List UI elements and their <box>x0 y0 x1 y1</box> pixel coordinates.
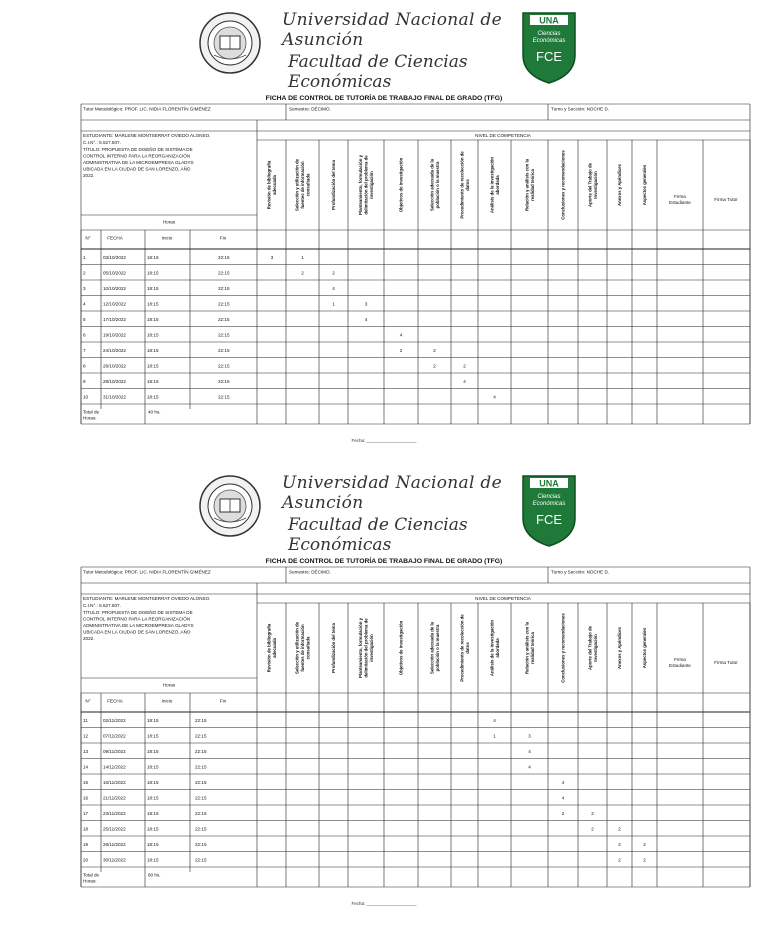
competency-header-4: delimitación del problema de <box>363 618 369 678</box>
total-label-2: Horas: <box>83 878 97 884</box>
col-start-header: Inicio <box>161 235 173 241</box>
score-cell: 2 <box>591 826 594 832</box>
row-date: 14/11/2022 <box>103 764 126 770</box>
svg-text:Económicas: Económicas <box>532 501 566 507</box>
row-date: 28/11/2022 <box>103 841 126 847</box>
row-end: 22:15 <box>218 316 230 322</box>
row-number: 9 <box>83 378 86 384</box>
tutor-field: Tutor Metodológico: PROF. LIC. NIDIA FLORENTÍN GIMÉNEZ <box>83 569 211 575</box>
row-date: 10/10/2022 <box>103 285 126 291</box>
thesis-title-line: 2022. <box>83 636 95 641</box>
student-field: ESTUDIANTE: MARLENE MONTSERRAT OVIEDO ALONSO. <box>83 596 211 601</box>
score-cell: 2 <box>591 810 594 816</box>
semester-field: Semestre: DÉCIMO. <box>289 569 331 575</box>
row-date: 28/10/2022 <box>103 378 126 384</box>
row-start: 18:15 <box>147 841 159 847</box>
row-date: 19/10/2022 <box>103 332 126 338</box>
score-cell: 2 <box>463 363 466 369</box>
competency-header-11: Investigación <box>592 634 598 662</box>
student-field: ESTUDIANTE: MARLENE MONTSERRAT OVIEDO ALONSO. <box>83 133 211 138</box>
row-number: 4 <box>83 301 86 307</box>
total-label-2: Horas: <box>83 415 97 421</box>
competency-header-1: Revisión de bibliografía <box>266 623 272 673</box>
competency-header-4: investigación <box>369 171 374 199</box>
row-end: 22:15 <box>195 795 207 801</box>
competency-header-2: fuentes de información <box>300 624 306 672</box>
row-start: 18:15 <box>147 779 159 785</box>
competency-header-6: Selección adecuada de la <box>429 158 435 212</box>
col-start-header: Inicio <box>161 698 173 704</box>
competency-header-4: Planteamiento, formulación y <box>358 618 364 678</box>
row-date: 24/10/2022 <box>103 347 126 353</box>
thesis-title-line: TÍTULO: PROPUESTA DE DISEÑO DE SISTEMA DE <box>83 610 193 615</box>
total-label: Total de <box>83 872 100 878</box>
row-start: 18:15 <box>147 363 159 369</box>
university-name: Universidad Nacional de Asunción <box>282 473 502 513</box>
score-cell: 4 <box>561 779 565 785</box>
score-cell: 2 <box>618 857 621 863</box>
score-cell: 3 <box>364 301 368 307</box>
ci-field: C.I.N°.: 5.527.507. <box>83 140 121 145</box>
row-number: 20 <box>83 857 89 863</box>
col-end-header: Fin <box>219 698 227 704</box>
competency-header-11: Aporte del Trabajo de <box>587 626 593 670</box>
col-no-header: N° <box>85 698 91 704</box>
control-table <box>0 463 768 929</box>
row-end: 22:15 <box>218 363 230 369</box>
svg-text:Ciencias: Ciencias <box>537 494 561 500</box>
competency-header-7: Procedimiento de recolección de <box>459 151 465 219</box>
faculty-name: Facultad de Ciencias Económicas <box>288 515 468 555</box>
total-hours-value: 40 hs. <box>148 409 161 415</box>
row-end: 22:15 <box>218 332 230 338</box>
row-start: 18:15 <box>147 857 159 863</box>
score-cell: 1 <box>332 301 335 307</box>
score-cell: 2 <box>643 841 646 847</box>
competency-header-9: realidad teórica <box>529 632 535 664</box>
row-number: 3 <box>83 285 86 291</box>
col-date-header: FECHA <box>107 698 123 704</box>
sign-student-header-2: Estudiante <box>669 663 691 668</box>
score-cell: 2 <box>433 363 436 369</box>
row-start: 18:15 <box>147 826 159 832</box>
competency-header-8: Análisis de la investigación <box>489 156 495 214</box>
row-number: 16 <box>83 795 89 801</box>
university-name: Universidad Nacional de Asunción <box>282 10 502 50</box>
row-end: 22:15 <box>218 270 230 276</box>
competency-header-8: abordada <box>494 638 500 658</box>
competency-header-5: Objetivos de Investigación <box>398 620 404 676</box>
row-date: 17/10/2022 <box>103 316 126 322</box>
row-start: 18:15 <box>147 347 159 353</box>
col-no-header: N° <box>85 235 91 241</box>
date-footer: Fecha: ____________________ <box>351 438 417 443</box>
row-end: 22:15 <box>218 301 230 307</box>
thesis-title-line: UBICADA EN LA CIUDAD DE SAN LORENZO, AÑO <box>83 166 191 172</box>
control-sheet-2 <box>0 463 768 929</box>
score-cell: 4 <box>364 316 368 322</box>
row-date: 21/11/2022 <box>103 795 126 801</box>
svg-text:UNA: UNA <box>539 15 559 26</box>
sign-student-header: Firma <box>674 194 686 199</box>
row-number: 2 <box>83 270 86 276</box>
row-date: 05/10/2022 <box>103 270 126 276</box>
svg-text:Económicas: Económicas <box>532 38 566 44</box>
svg-text:Ciencias: Ciencias <box>537 31 561 37</box>
row-number: 12 <box>83 733 89 739</box>
competency-header-7: datos <box>464 642 470 654</box>
row-start: 18:15 <box>147 285 159 291</box>
row-end: 22:15 <box>218 347 230 353</box>
competency-header-11: Aporte del Trabajo de <box>587 163 593 207</box>
competency-header-2: consultada <box>305 636 311 660</box>
thesis-title-line: UBICADA EN LA CIUDAD DE SAN LORENZO, AÑO <box>83 629 191 635</box>
faculty-name: Facultad de Ciencias Económicas <box>288 52 468 92</box>
row-number: 19 <box>83 841 89 847</box>
competency-header-4: delimitación del problema de <box>363 155 369 215</box>
row-date: 07/11/2022 <box>103 733 126 739</box>
competency-header-13: Aspectos generales <box>642 164 648 206</box>
score-cell: 2 <box>643 857 646 863</box>
competency-header-6: Selección adecuada de la <box>429 621 435 675</box>
row-number: 11 <box>83 717 88 723</box>
score-cell: 4 <box>493 717 496 723</box>
row-date: 23/11/2022 <box>103 810 126 816</box>
score-cell: 4 <box>561 795 565 801</box>
row-end: 22:15 <box>195 826 207 832</box>
form-title: FICHA DE CONTROL DE TUTORÍA DE TRABAJO FINAL DE GRADO (TFG) <box>265 95 503 102</box>
score-cell: 3 <box>270 254 274 260</box>
score-cell: 4 <box>399 332 403 338</box>
row-number: 7 <box>83 347 86 353</box>
row-end: 22:15 <box>195 857 207 863</box>
score-cell: 2 <box>399 347 403 353</box>
competency-header-1: Revisión de bibliografía <box>266 160 272 210</box>
row-number: 5 <box>83 316 86 322</box>
competency-header-12: Anexos y Apéndices <box>617 164 623 206</box>
score-cell: 2 <box>618 826 621 832</box>
row-end: 22:15 <box>218 378 230 384</box>
row-start: 18:15 <box>147 733 159 739</box>
ci-field: C.I.N°.: 5.527.507. <box>83 603 121 608</box>
competency-header-5: Objetivos de Investigación <box>398 157 404 213</box>
score-cell: 4 <box>528 764 531 770</box>
row-number: 14 <box>83 764 89 770</box>
date-footer: Fecha: ____________________ <box>351 901 417 906</box>
thesis-title-line: ADMINISTRATIVA DE LA MICROEMPRESA GLADYS <box>83 623 194 628</box>
competency-header-3: Profundización del tema <box>331 623 337 673</box>
row-number: 6 <box>83 332 86 338</box>
shift-field: Turno y Sección: NOCHE D. <box>551 569 610 575</box>
row-start: 18:15 <box>147 270 159 276</box>
sign-student-header-2: Estudiante <box>669 200 691 205</box>
competency-header-2: fuentes de información <box>300 161 306 209</box>
competency-header-12: Anexos y Apéndices <box>617 627 623 669</box>
thesis-title-line: CONTROL INTERNO PARA LA REORGANIZACIÓN <box>83 616 191 622</box>
competency-header-2: consultada <box>305 173 311 197</box>
thesis-title-line: ADMINISTRATIVA DE LA MICROEMPRESA GLADYS <box>83 160 194 165</box>
total-hours-value: 80 hs. <box>148 872 161 878</box>
row-date: 25/11/2022 <box>103 826 126 832</box>
row-number: 17 <box>83 810 89 816</box>
score-cell: 2 <box>433 347 436 353</box>
row-end: 22:15 <box>195 841 207 847</box>
row-number: 15 <box>83 779 89 785</box>
row-date: 12/10/2022 <box>103 301 126 307</box>
row-number: 10 <box>83 394 89 400</box>
score-cell: 4 <box>528 748 531 754</box>
competency-header-7: Procedimiento de recolección de <box>459 614 465 682</box>
competency-header-9: Relación y análisis con la <box>524 158 530 212</box>
competence-header: NIVEL DE COMPETENCIA <box>475 133 531 138</box>
row-end: 22:15 <box>195 810 207 816</box>
score-cell: 4 <box>332 285 335 291</box>
row-date: 30/11/2022 <box>103 857 126 863</box>
competency-header-11: Investigación <box>592 171 598 199</box>
row-end: 22:15 <box>218 285 230 291</box>
row-number: 18 <box>83 826 89 832</box>
competency-header-10: Conclusiones y recomendaciones <box>560 613 566 683</box>
hours-label: Horas <box>162 682 176 688</box>
competency-header-9: Relación y análisis con la <box>524 621 530 675</box>
thesis-title-line: TÍTULO: PROPUESTA DE DISEÑO DE SISTEMA DE <box>83 147 193 152</box>
thesis-title-line: CONTROL INTERNO PARA LA REORGANIZACIÓN <box>83 153 191 159</box>
competency-header-8: Análisis de la investigación <box>489 619 495 677</box>
row-end: 22:15 <box>195 733 207 739</box>
competence-header: NIVEL DE COMPETENCIA <box>475 596 531 601</box>
competency-header-7: datos <box>464 179 470 191</box>
score-cell: 2 <box>332 270 335 276</box>
row-end: 22:15 <box>218 254 230 260</box>
sign-student-header: Firma <box>674 657 686 662</box>
row-date: 03/10/2022 <box>103 254 126 260</box>
competency-header-2: Selección y utilización de <box>294 621 300 675</box>
svg-text:FCE: FCE <box>536 49 562 64</box>
score-cell: 2 <box>561 810 565 816</box>
competency-header-4: investigación <box>369 634 374 662</box>
thesis-title-line: 2022. <box>83 173 95 178</box>
total-label: Total de <box>83 409 100 415</box>
row-end: 22:15 <box>195 717 207 723</box>
row-end: 22:15 <box>218 394 230 400</box>
row-end: 22:15 <box>195 748 207 754</box>
competency-header-6: población o la muestra <box>434 161 440 209</box>
competency-header-3: Profundización del tema <box>331 160 337 210</box>
score-cell: 4 <box>493 394 496 400</box>
row-number: 1 <box>83 254 86 260</box>
row-start: 18:15 <box>147 254 159 260</box>
row-date: 26/10/2022 <box>103 363 126 369</box>
shift-field: Turno y Sección: NOCHE D. <box>551 106 610 112</box>
score-cell: 3 <box>528 733 531 739</box>
score-cell: 2 <box>618 841 621 847</box>
competency-header-2: Selección y utilización de <box>294 158 300 212</box>
score-cell: 2 <box>301 270 304 276</box>
row-start: 18:15 <box>147 332 159 338</box>
competency-header-6: población o la muestra <box>434 624 440 672</box>
svg-text:FCE: FCE <box>536 512 562 527</box>
score-cell: 4 <box>463 378 466 384</box>
row-date: 09/11/2022 <box>103 748 126 754</box>
sign-tutor-header: Firma Tutor <box>714 197 738 202</box>
score-cell: 1 <box>301 254 304 260</box>
col-end-header: Fin <box>219 235 227 241</box>
competency-header-1: adecuada <box>271 638 277 658</box>
row-start: 18:15 <box>147 378 159 384</box>
row-number: 8 <box>83 363 86 369</box>
row-start: 18:15 <box>147 748 159 754</box>
competency-header-10: Conclusiones y recomendaciones <box>560 150 566 220</box>
svg-text:UNA: UNA <box>539 478 559 489</box>
competency-header-8: abordada <box>494 175 500 195</box>
row-date: 02/11/2022 <box>103 717 126 723</box>
form-title: FICHA DE CONTROL DE TUTORÍA DE TRABAJO FINAL DE GRADO (TFG) <box>265 558 503 565</box>
competency-header-9: realidad teórica <box>529 169 535 201</box>
row-start: 18:15 <box>147 301 159 307</box>
row-start: 18:15 <box>147 717 159 723</box>
row-end: 22:15 <box>195 764 207 770</box>
competency-header-1: adecuada <box>271 175 277 195</box>
sign-tutor-header: Firma Tutor <box>714 660 738 665</box>
row-number: 13 <box>83 748 89 754</box>
competency-header-13: Aspectos generales <box>642 627 648 669</box>
row-start: 18:15 <box>147 795 159 801</box>
row-date: 16/11/2022 <box>103 779 126 785</box>
row-start: 18:15 <box>147 764 159 770</box>
score-cell: 1 <box>493 733 496 739</box>
row-start: 18:15 <box>147 810 159 816</box>
row-start: 18:15 <box>147 316 159 322</box>
competency-header-4: Planteamiento, formulación y <box>358 155 364 215</box>
row-end: 22:15 <box>195 779 207 785</box>
tutor-field: Tutor Metodológico: PROF. LIC. NIDIA FLORENTÍN GIMÉNEZ <box>83 106 211 112</box>
col-date-header: FECHA <box>107 235 123 241</box>
semester-field: Semestre: DÉCIMO. <box>289 106 331 112</box>
hours-label: Horas <box>162 219 176 225</box>
row-start: 18:15 <box>147 394 159 400</box>
row-date: 31/10/2022 <box>103 394 126 400</box>
